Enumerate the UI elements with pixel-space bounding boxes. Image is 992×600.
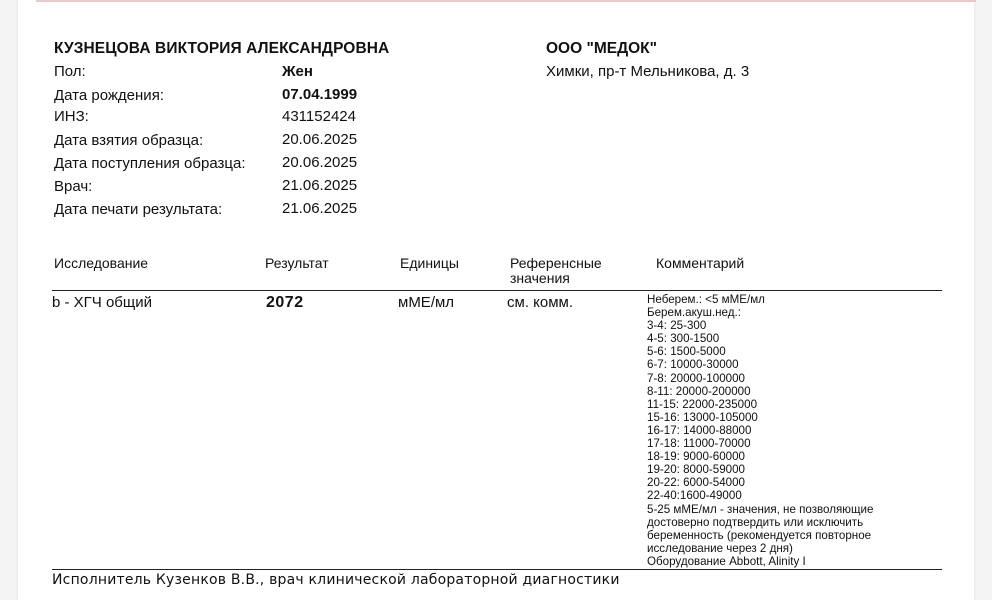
sample-taken-date-label: Дата взятия образца: (54, 132, 204, 149)
comment-line: исследование через 2 дня) (647, 541, 793, 555)
inz-value: 431152424 (282, 108, 356, 125)
comment-line: 17-18: 11000-70000 (647, 437, 751, 451)
comment-line: 8-11: 20000-200000 (647, 384, 751, 398)
comment-line: 15-16: 13000-105000 (647, 410, 758, 424)
comment-line: 6-7: 10000-30000 (647, 358, 739, 372)
column-header-reference-line2: значения (510, 270, 570, 286)
column-header-test: Исследование (54, 255, 149, 271)
comment-line: 7-8: 20000-100000 (647, 371, 745, 385)
table-header-divider (52, 290, 942, 291)
comment-line: 16-17: 14000-88000 (647, 423, 752, 437)
reference-cell: см. комм. (507, 294, 574, 311)
comment-line: 3-4: 25-300 (647, 319, 707, 333)
comment-cell (647, 293, 937, 568)
inz-label: ИНЗ: (54, 108, 89, 125)
print-date-label: Дата печати результата: (54, 201, 223, 218)
sex-label: Пол: (54, 63, 86, 80)
doctor-label: Врач: (54, 178, 93, 195)
performer-signature-line: Исполнитель Кузенков В.В., врач клинической лабораторной диагностики (52, 572, 620, 588)
comment-line: 4-5: 300-1500 (647, 332, 720, 346)
result-value-cell: 2072 (266, 294, 304, 311)
comment-line: 5-25 мМЕ/мл - значения, не позволяющие (647, 502, 874, 516)
comment-line: Неберем.: <5 мМЕ/мл (647, 293, 765, 306)
comment-line: беременность (рекомендуется повторное (647, 528, 872, 542)
birth-date-label: Дата рождения: (54, 87, 164, 104)
column-header-comment: Комментарий (656, 255, 745, 271)
comment-line: 20-22: 6000-54000 (647, 476, 745, 490)
lab-organization-name: ООО "МЕДОК" (546, 40, 657, 57)
column-header-reference (510, 256, 602, 286)
sample-taken-date-value: 20.06.2025 (282, 131, 358, 148)
comment-line: 19-20: 8000-59000 (647, 463, 745, 477)
print-date-value: 21.06.2025 (282, 200, 358, 217)
comment-line: 11-15: 22000-235000 (647, 397, 758, 411)
column-header-reference-line1: Референсные (510, 255, 602, 271)
birth-date-value: 07.04.1999 (282, 86, 358, 103)
patient-name: КУЗНЕЦОВА ВИКТОРИЯ АЛЕКСАНДРОВНА (54, 40, 390, 57)
sample-received-date-label: Дата поступления образца: (54, 155, 246, 172)
comment-line: 22-40:1600-49000 (647, 489, 742, 503)
column-header-result: Результат (265, 255, 329, 271)
sex-value: Жен (282, 63, 313, 80)
table-footer-divider (52, 569, 942, 570)
comment-line: 18-19: 9000-60000 (647, 450, 745, 464)
comment-line: Оборудование Abbott, Alinity I (647, 554, 806, 568)
sample-received-date-value: 20.06.2025 (282, 154, 358, 171)
top-divider (36, 0, 976, 2)
units-cell: мМЕ/мл (398, 294, 455, 311)
test-name-cell: b - ХГЧ общий (52, 294, 152, 311)
comment-line: 5-6: 1500-5000 (647, 345, 726, 359)
comment-line: Берем.акуш.нед.: (647, 306, 741, 320)
column-header-units: Единицы (400, 255, 459, 271)
doctor-value: 21.06.2025 (282, 177, 358, 194)
lab-organization-address: Химки, пр-т Мельникова, д. 3 (546, 63, 750, 80)
comment-line: достоверно подтвердить или исключить (647, 515, 864, 529)
